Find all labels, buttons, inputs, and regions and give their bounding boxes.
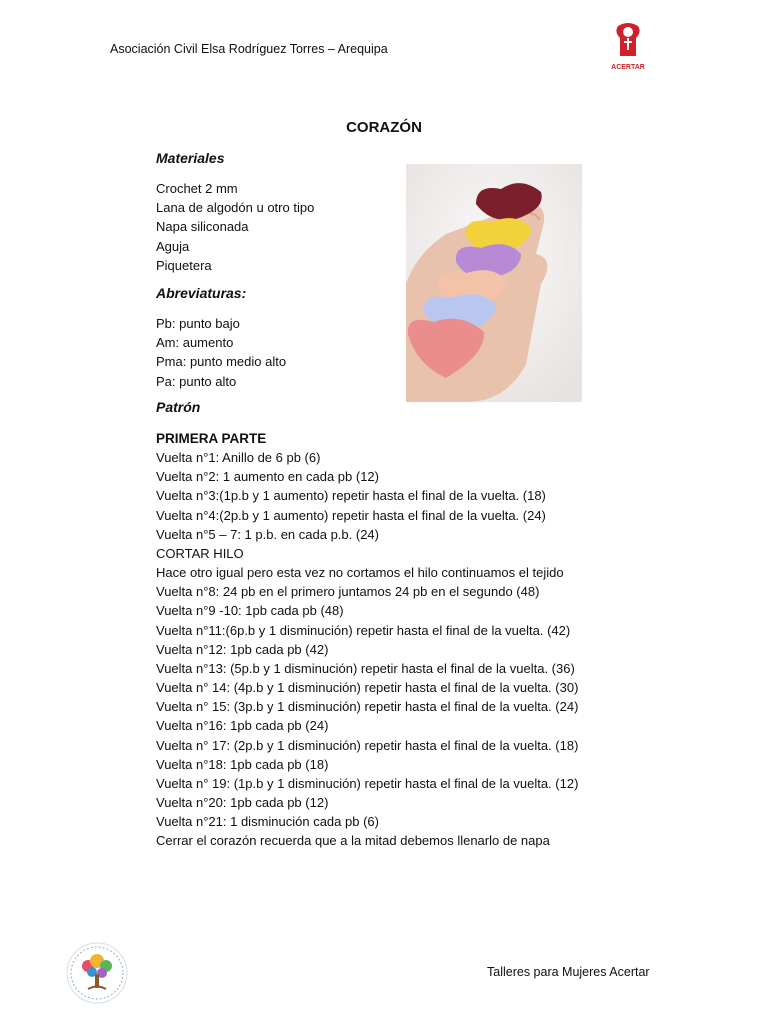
pattern-line: Vuelta n°3:(1p.b y 1 aumento) repetir hasta el final de la vuelta. (18): [156, 488, 546, 504]
pattern-line: Vuelta n°4:(2p.b y 1 aumento) repetir hasta el final de la vuelta. (24): [156, 507, 546, 523]
materials-list: [156, 179, 314, 275]
pattern-line: Cerrar el corazón recuerda que a la mitad debemos llenarlo de napa: [156, 833, 550, 849]
pattern-body: [156, 429, 716, 850]
pattern-line: Vuelta n°5 – 7: 1 p.b. en cada p.b. (24): [156, 526, 379, 542]
list-item: Piquetera: [156, 257, 212, 273]
pattern-line: Vuelta n°2: 1 aumento en cada pb (12): [156, 469, 379, 485]
pattern-line: Vuelta n° 15: (3p.b y 1 disminución) repetir hasta el final de la vuelta. (24): [156, 699, 579, 715]
logo-text: ACERTAR: [611, 64, 645, 71]
pattern-line: Vuelta n°8: 24 pb en el primero juntamos 24 pb en el segundo (48): [156, 584, 540, 600]
pattern-line: CORTAR HILO: [156, 545, 244, 561]
pattern-line: Vuelta n°12: 1pb cada pb (42): [156, 641, 329, 657]
materials-heading: Materiales: [156, 150, 225, 166]
pattern-line: Vuelta n°11:(6p.b y 1 disminución) repetir hasta el final de la vuelta. (42): [156, 622, 571, 638]
pattern-line: Vuelta n°13: (5p.b y 1 disminución) repetir hasta el final de la vuelta. (36): [156, 660, 575, 676]
page-title: CORAZÓN: [346, 119, 422, 136]
abbreviations-heading: Abreviaturas:: [156, 285, 247, 301]
pattern-line: Vuelta n°16: 1pb cada pb (24): [156, 718, 329, 734]
crochet-hearts-photo: [406, 164, 582, 402]
list-item: Crochet 2 mm: [156, 181, 238, 196]
footer-text: Talleres para Mujeres Acertar: [487, 965, 650, 979]
pattern-heading: Patrón: [156, 399, 201, 415]
tree-logo: [66, 942, 128, 1004]
list-item: Napa siliconada: [156, 219, 249, 235]
list-item: Pma: punto medio alto: [156, 354, 287, 370]
abbreviations-list: [156, 314, 286, 391]
acertar-logo: [608, 22, 648, 76]
pattern-line: Vuelta n°18: 1pb cada pb (18): [156, 756, 329, 772]
pattern-line: Vuelta n°9 -10: 1pb cada pb (48): [156, 603, 344, 619]
list-item: Aguja: [156, 238, 190, 254]
pattern-part-title: PRIMERA PARTE: [156, 431, 267, 446]
list-item: Pb: punto bajo: [156, 316, 240, 331]
pattern-line: Vuelta n° 19: (1p.b y 1 disminución) repetir hasta el final de la vuelta. (12): [156, 775, 579, 791]
pattern-line: Hace otro igual pero esta vez no cortamos el hilo continuamos el tejido: [156, 565, 564, 581]
pattern-line: Vuelta n° 14: (4p.b y 1 disminución) repetir hasta el final de la vuelta. (30): [156, 680, 579, 696]
pattern-line: Vuelta n°20: 1pb cada pb (12): [156, 794, 329, 810]
pattern-line: Vuelta n°21: 1 disminución cada pb (6): [156, 814, 379, 830]
list-item: Am: aumento: [156, 335, 234, 351]
organization-name: Asociación Civil Elsa Rodríguez Torres – Arequipa: [110, 42, 388, 56]
list-item: Pa: punto alto: [156, 373, 237, 389]
pattern-line: Vuelta n°1: Anillo de 6 pb (6): [156, 450, 321, 466]
list-item: Lana de algodón u otro tipo: [156, 200, 315, 216]
pattern-line: Vuelta n° 17: (2p.b y 1 disminución) repetir hasta el final de la vuelta. (18): [156, 737, 579, 753]
